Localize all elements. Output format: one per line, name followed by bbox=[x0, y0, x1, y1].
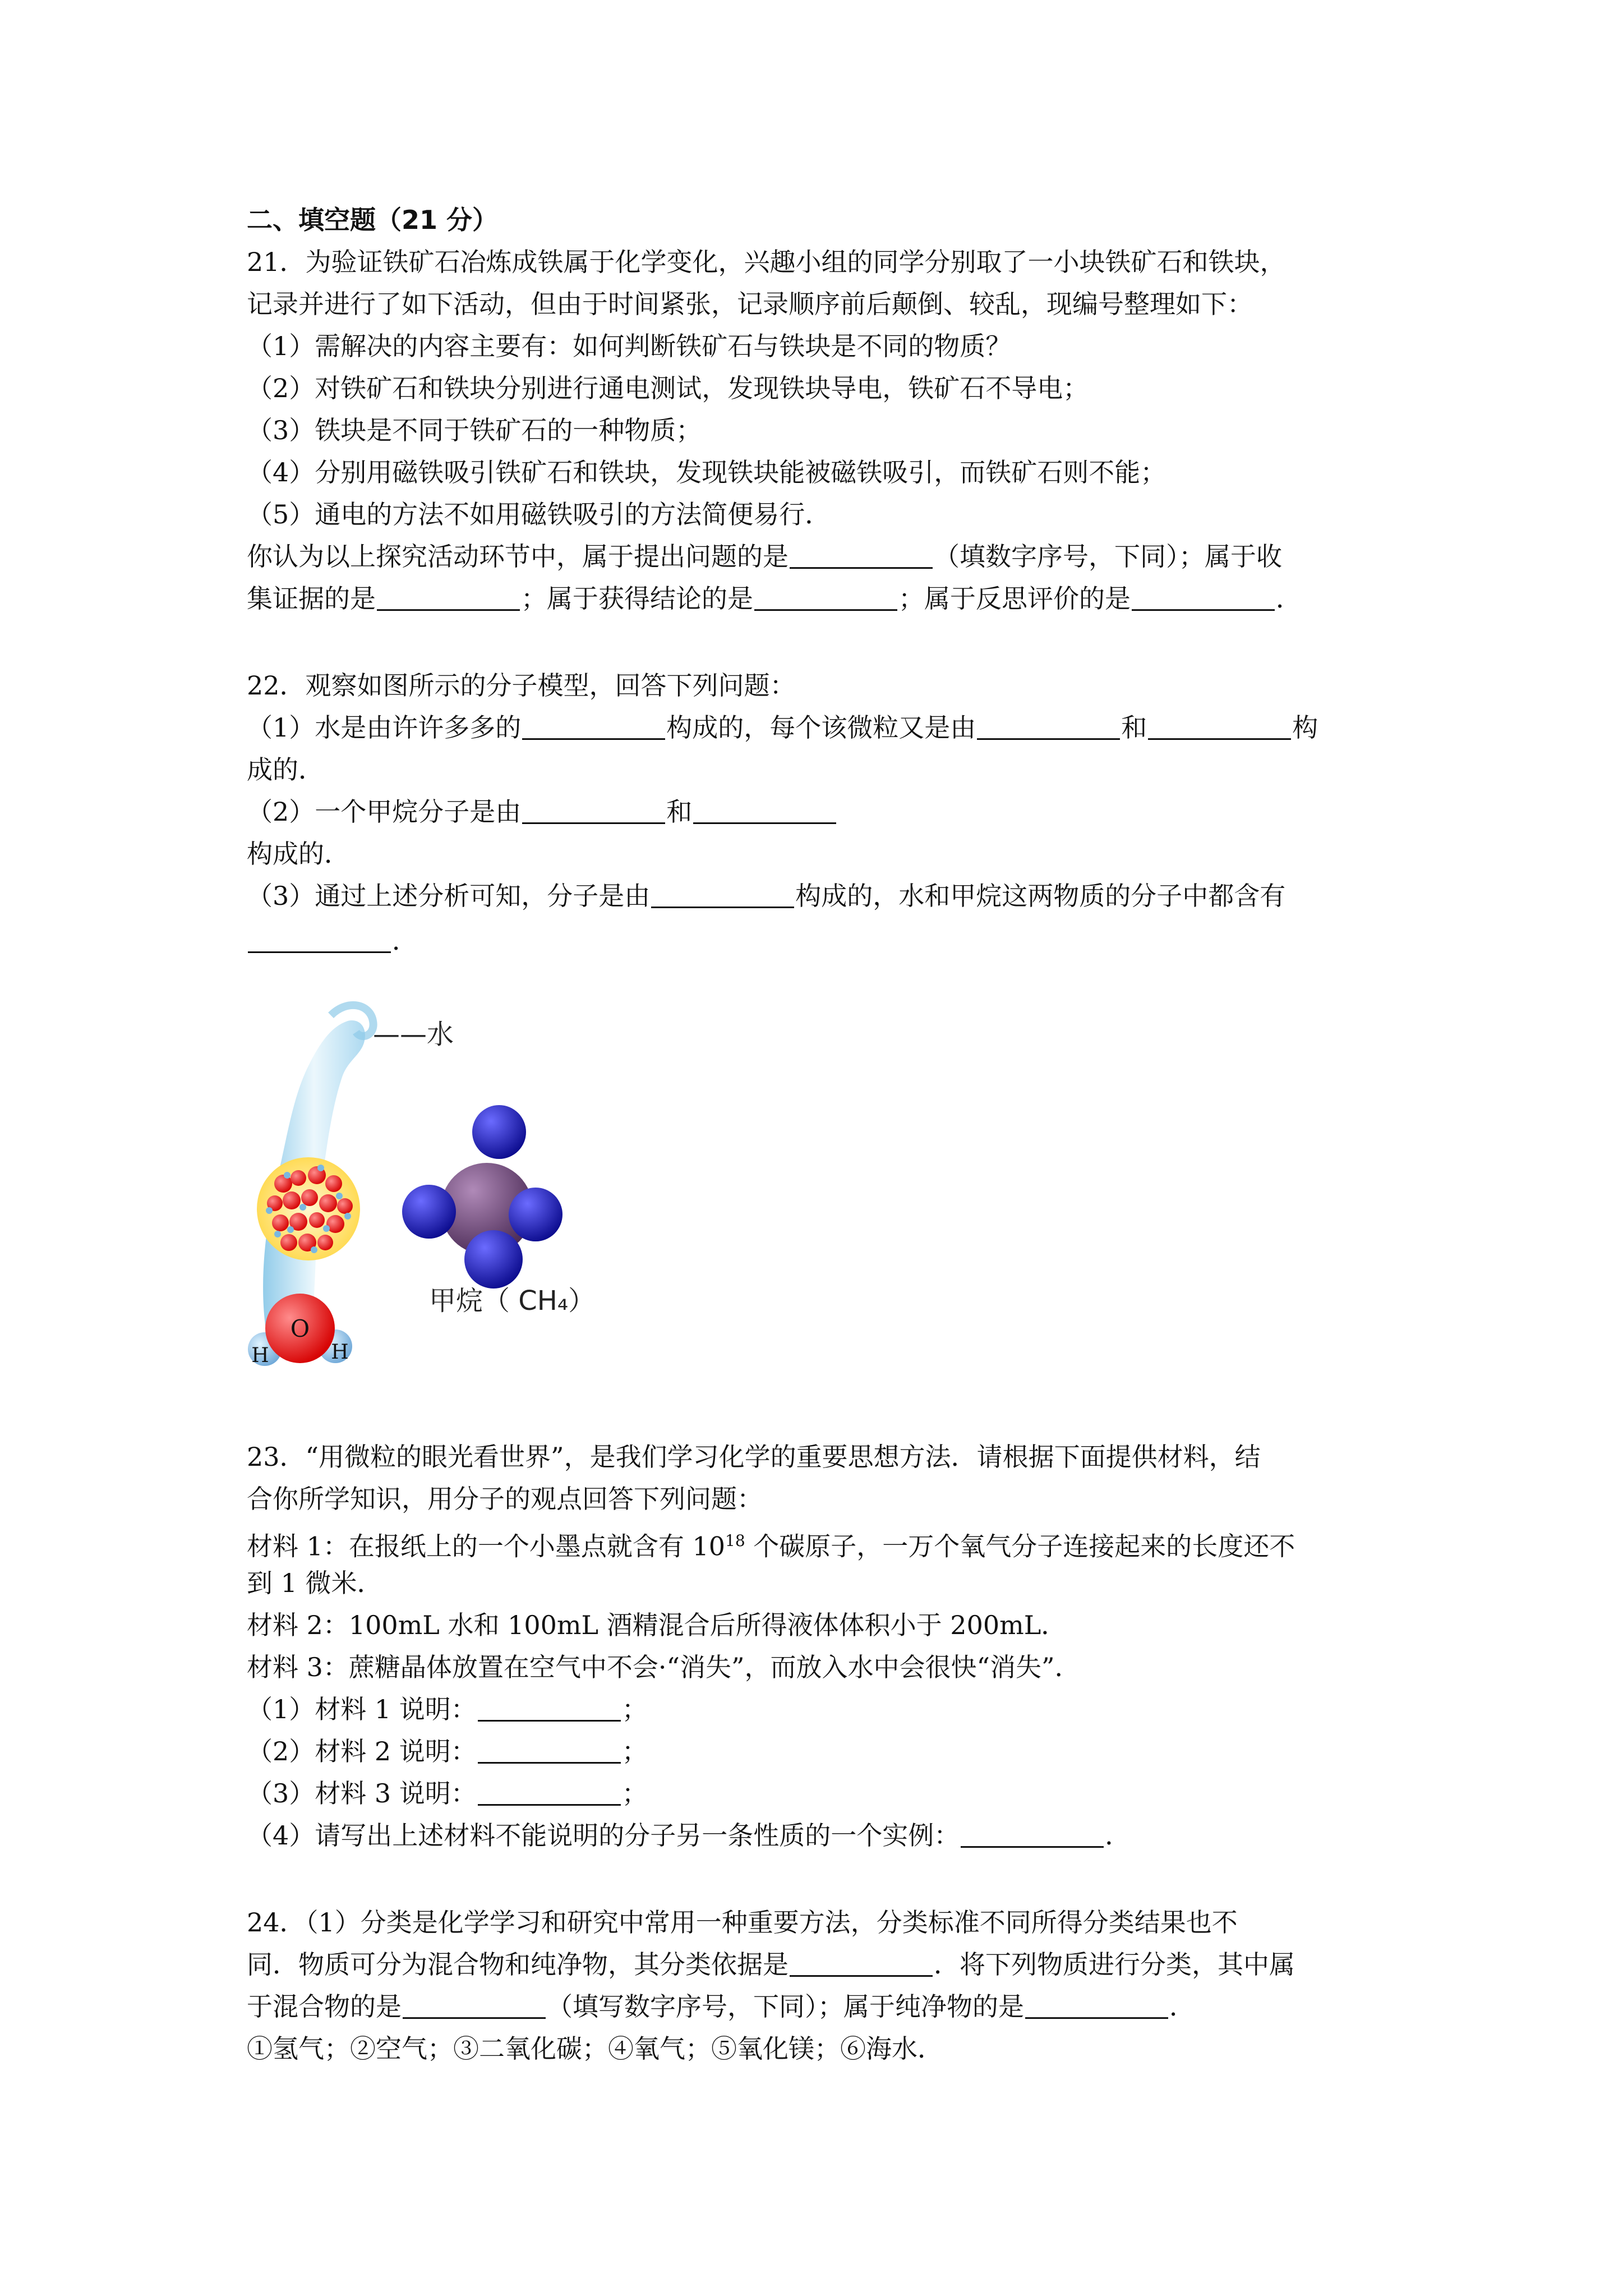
q23-m1-text-b: 个碳原子，一万个氧气分子连接起来的长度还不 bbox=[745, 1531, 1295, 1562]
q22-part-1-cont: 成的． bbox=[247, 754, 324, 785]
section-title: 二、填空题（21 分） bbox=[247, 205, 499, 235]
q23-s4-period: ． bbox=[1105, 1820, 1131, 1851]
q22-p1-text-b: 构成的，每个该微粒又是由 bbox=[666, 712, 976, 743]
answer-blank[interactable] bbox=[377, 583, 520, 611]
answer-blank[interactable] bbox=[790, 1949, 933, 1977]
q23-s1-text: （1）材料 1 说明： bbox=[247, 1694, 477, 1724]
answer-blank[interactable] bbox=[977, 712, 1120, 740]
water-label: ——水 bbox=[373, 1019, 454, 1050]
q21-item-4: （4）分别用磁铁吸引铁矿石和铁块，发现铁块能被磁铁吸引，而铁矿石则不能； bbox=[247, 457, 1166, 487]
q24-l2-text-a: 同．物质可分为混合物和纯净物，其分类依据是 bbox=[247, 1949, 789, 1980]
q21-ask-text-f: ． bbox=[1276, 583, 1302, 614]
answer-blank[interactable] bbox=[478, 1778, 621, 1806]
answer-blank[interactable] bbox=[790, 541, 933, 569]
q21-line-2: 记录并进行了如下活动，但由于时间紧张，记录顺序前后颠倒、较乱，现编号整理如下： bbox=[247, 289, 1253, 319]
q23-s3-text: （3）材料 3 说明： bbox=[247, 1778, 477, 1809]
q23-s4-text: （4）请写出上述材料不能说明的分子另一条性质的一个实例： bbox=[247, 1820, 960, 1851]
q23-m1-exponent: 18 bbox=[725, 1531, 745, 1550]
methane-molecule-icon bbox=[402, 1105, 562, 1289]
q22-p2-text-a: （2）一个甲烷分子是由 bbox=[247, 797, 522, 827]
answer-blank[interactable] bbox=[1148, 712, 1291, 740]
q21-item-2: （2）对铁矿石和铁块分别进行通电测试，发现铁块导电，铁矿石不导电； bbox=[247, 373, 1089, 403]
q23-m1-text-a: 材料 1：在报纸上的一个小墨点就含有 10 bbox=[247, 1531, 726, 1562]
q23-sub-3 bbox=[247, 1775, 648, 1811]
q21-item-3: （3）铁块是不同于铁矿石的一种物质； bbox=[247, 415, 702, 445]
q22-p3-text-b: 构成的，水和甲烷这两物质的分子中都含有 bbox=[795, 881, 1286, 911]
q24-line-1: 24．（1）分类是化学学习和研究中常用一种重要方法，分类标准不同所得分类结果也不 bbox=[247, 1907, 1238, 1938]
q22-p1-text-d: 构 bbox=[1292, 712, 1318, 743]
q22-p1-text-a: （1）水是由许许多多的 bbox=[247, 712, 522, 743]
answer-blank[interactable] bbox=[693, 797, 836, 824]
q23-sub-1 bbox=[247, 1691, 648, 1727]
answer-blank[interactable] bbox=[961, 1820, 1104, 1848]
answer-blank[interactable] bbox=[754, 583, 897, 611]
q22-p3-text-c: ． bbox=[392, 926, 418, 956]
methane-label: 甲烷（ CH₄） bbox=[429, 1285, 596, 1317]
q23-s2-text: （2）材料 2 说明： bbox=[247, 1736, 477, 1766]
q23-sub-4 bbox=[247, 1818, 1131, 1853]
q22-p3-text-a: （3）通过上述分析可知，分子是由 bbox=[247, 881, 651, 911]
hydrogen-label-left: H bbox=[251, 1344, 269, 1367]
q23-line-1: 23．“用微粒的眼光看世界”，是我们学习化学的重要思想方法．请根据下面提供材料，结 bbox=[247, 1442, 1261, 1472]
answer-blank[interactable] bbox=[478, 1694, 621, 1722]
q23-material-2: 材料 2：100mL 水和 100mL 酒精混合后所得液体体积小于 200mL． bbox=[247, 1610, 1067, 1640]
oxygen-label: O bbox=[290, 1315, 310, 1342]
q23-s1-semicolon: ； bbox=[621, 1694, 648, 1724]
q21-ask-text-e: ；属于反思评价的是 bbox=[898, 583, 1131, 614]
answer-blank[interactable] bbox=[248, 926, 391, 953]
q24-line-3 bbox=[247, 1989, 1195, 2024]
answer-blank[interactable] bbox=[651, 881, 794, 908]
q24-l3-text-b: （填写数字序号，下同）；属于纯净物的是 bbox=[547, 1991, 1024, 2022]
answer-blank[interactable] bbox=[522, 712, 665, 740]
q23-s2-semicolon: ； bbox=[621, 1736, 648, 1766]
q21-line-1: 21．为验证铁矿石冶炼成铁属于化学变化，兴趣小组的同学分别取了一小块铁矿石和铁块， bbox=[247, 247, 1286, 277]
hydrogen-label-right: H bbox=[331, 1341, 349, 1364]
q22-p2-text-b: 和 bbox=[666, 797, 693, 827]
answer-blank[interactable] bbox=[478, 1736, 621, 1764]
q24-l2-text-b: ．将下列物质进行分类，其中属 bbox=[934, 1949, 1295, 1980]
q23-material-1-cont: 到 1 微米． bbox=[247, 1568, 383, 1598]
answer-blank[interactable] bbox=[1132, 583, 1275, 611]
q24-l3-text-a: 于混合物的是 bbox=[247, 1991, 402, 2022]
answer-blank[interactable] bbox=[522, 797, 665, 824]
q24-l3-text-c: ． bbox=[1169, 1991, 1195, 2022]
q22-part-3 bbox=[247, 878, 1285, 914]
q22-part-1 bbox=[247, 710, 1318, 746]
answer-blank[interactable] bbox=[403, 1991, 546, 2019]
q23-material-1 bbox=[247, 1523, 1295, 1564]
q24-line-2 bbox=[247, 1947, 1295, 1982]
q21-ask-text-b: （填数字序号，下同）；属于收 bbox=[934, 541, 1282, 572]
q21-ask-line-1 bbox=[247, 539, 1282, 574]
q22-part-3-cont bbox=[247, 923, 418, 959]
q22-p1-text-c: 和 bbox=[1121, 712, 1147, 743]
q24-line-4: ①氢气；②空气；③二氧化碳；④氧气；⑤氧化镁；⑥海水． bbox=[247, 2033, 943, 2064]
q23-line-2: 合你所学知识，用分子的观点回答下列问题： bbox=[247, 1484, 763, 1514]
q22-part-2-cont: 构成的． bbox=[247, 839, 350, 869]
q23-sub-2 bbox=[247, 1733, 648, 1769]
q21-ask-text-d: ；属于获得结论的是 bbox=[521, 583, 753, 614]
q23-s3-semicolon: ； bbox=[621, 1778, 648, 1809]
q21-ask-text-a: 你认为以上探究活动环节中，属于提出问题的是 bbox=[247, 541, 789, 572]
q22-part-2 bbox=[247, 794, 837, 830]
q22-stem: 22．观察如图所示的分子模型，回答下列问题： bbox=[247, 670, 796, 701]
answer-blank[interactable] bbox=[1025, 1991, 1168, 2019]
q21-ask-text-c: 集证据的是 bbox=[247, 583, 376, 614]
q21-item-5: （5）通电的方法不如用磁铁吸引的方法简便易行． bbox=[247, 499, 831, 530]
q21-item-1: （1）需解决的内容主要有：如何判断铁矿石与铁块是不同的物质？ bbox=[247, 331, 1012, 361]
q23-material-3: 材料 3：蔗糖晶体放置在空气中不会·“消失”，而放入水中会很快“消失”． bbox=[247, 1652, 1081, 1682]
q21-ask-line-2 bbox=[247, 581, 1302, 616]
